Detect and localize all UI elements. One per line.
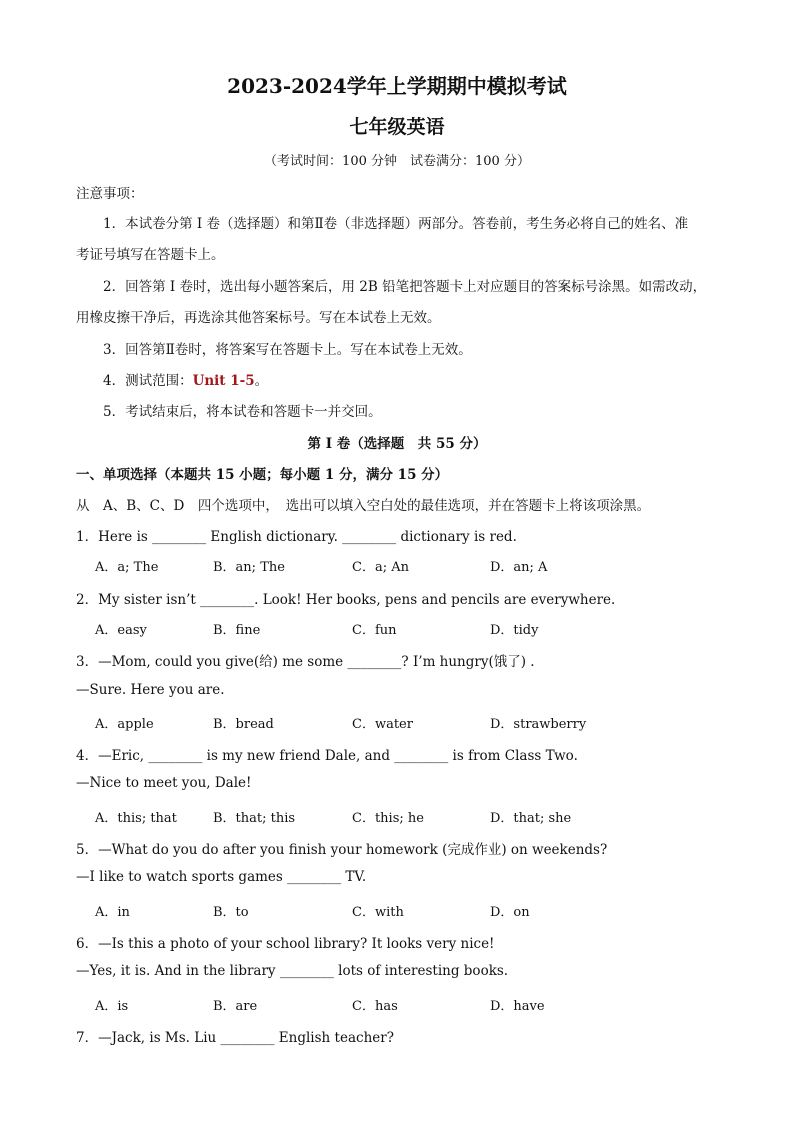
note-4-range: Unit 1-5	[192, 373, 255, 389]
question-option: C．water	[352, 716, 413, 732]
note-2-line-1: 2．回答第 Ⅰ 卷时，选出每小题答案后，用 2B 铅笔把答题卡上对应题目的答案标号涂黑。如需改动，	[103, 279, 707, 295]
question-option: A．easy	[95, 622, 147, 638]
question-option: D．have	[490, 998, 545, 1014]
question-option: B．to	[213, 904, 249, 920]
note-2-line-2: 用橡皮擦干净后，再选涂其他答案标号。写在本试卷上无效。	[76, 310, 441, 326]
question-option: B．fine	[213, 622, 261, 638]
question-response: —Yes, it is. And in the library ________ lots of interesting books.	[76, 963, 509, 980]
part-1-instruction: 从 A、B、C、D 四个选项中， 选出可以填入空白处的最佳选项，并在答题卡上将该项涂黑。	[76, 498, 651, 514]
exam-title: 2023-2024学年上学期期中模拟考试	[227, 74, 567, 98]
question-stem: 6．—Is this a photo of your school library? It looks very nice!	[76, 935, 495, 952]
question-response: —Nice to meet you, Dale!	[76, 775, 252, 792]
question-option: C．fun	[352, 622, 397, 638]
section-title: 第 Ⅰ 卷（选择题 共 55 分）	[307, 436, 487, 452]
question-option: C．has	[352, 998, 398, 1014]
question-option: C．with	[352, 904, 404, 920]
question-option: A．a; The	[95, 560, 159, 576]
question-stem: 3．—Mom, could you give(给) me some ________? I’m hungry(饿了) .	[76, 654, 535, 671]
question-stem: 4．—Eric, ________ is my new friend Dale, and ________ is from Class Two.	[76, 748, 578, 765]
exam-info: （考试时间：100 分钟 试卷满分：100 分）	[264, 154, 530, 169]
question-option: B．bread	[213, 716, 274, 732]
exam-subject: 七年级英语	[349, 116, 445, 138]
note-4-prefix: 4．测试范围：	[103, 373, 193, 389]
question-option: C．a; An	[352, 560, 409, 576]
question-response: —Sure. Here you are.	[76, 681, 225, 698]
part-1-title: 一、单项选择（本题共 15 小题；每小题 1 分，满分 15 分）	[76, 467, 449, 483]
question-stem: 1．Here is ________ English dictionary. ________ dictionary is red.	[76, 529, 517, 545]
question-option: D．tidy	[490, 622, 539, 638]
question-stem: 2．My sister isn’t ________. Look! Her books, pens and pencils are everywhere.	[76, 591, 616, 608]
question-option: D．that; she	[490, 810, 572, 826]
question-option: A．apple	[95, 716, 154, 732]
question-option: A．in	[95, 904, 130, 920]
note-3: 3．回答第Ⅱ卷时，将答案写在答题卡上。写在本试卷上无效。	[103, 342, 472, 358]
question-stem: 7．—Jack, is Ms. Liu ________ English teacher?	[76, 1029, 394, 1046]
question-option: D．strawberry	[490, 716, 587, 732]
note-4-suffix: 。	[254, 373, 269, 389]
question-stem: 5．—What do you do after you finish your homework (完成作业) on weekends?	[76, 842, 608, 858]
note-1-line-1: 1．本试卷分第 Ⅰ 卷（选择题）和第Ⅱ卷（非选择题）两部分。答卷前，考生务必将自己的姓名、准	[103, 216, 689, 232]
question-option: A．this; that	[95, 810, 177, 826]
note-1-line-2: 考证号填写在答题卡上。	[76, 247, 225, 263]
notes-heading: 注意事项：	[76, 186, 144, 202]
question-option: C．this; he	[352, 810, 424, 826]
question-response: —I like to watch sports games ________ TV.	[76, 869, 367, 886]
note-4	[103, 369, 268, 389]
question-option: B．are	[213, 998, 258, 1014]
note-5: 5．考试结束后，将本试卷和答题卡一并交回。	[103, 404, 382, 420]
question-option: A．is	[95, 998, 129, 1014]
question-option: B．an; The	[213, 560, 285, 576]
question-option: D．on	[490, 904, 530, 920]
question-option: D．an; A	[490, 560, 548, 576]
question-option: B．that; this	[213, 810, 296, 826]
